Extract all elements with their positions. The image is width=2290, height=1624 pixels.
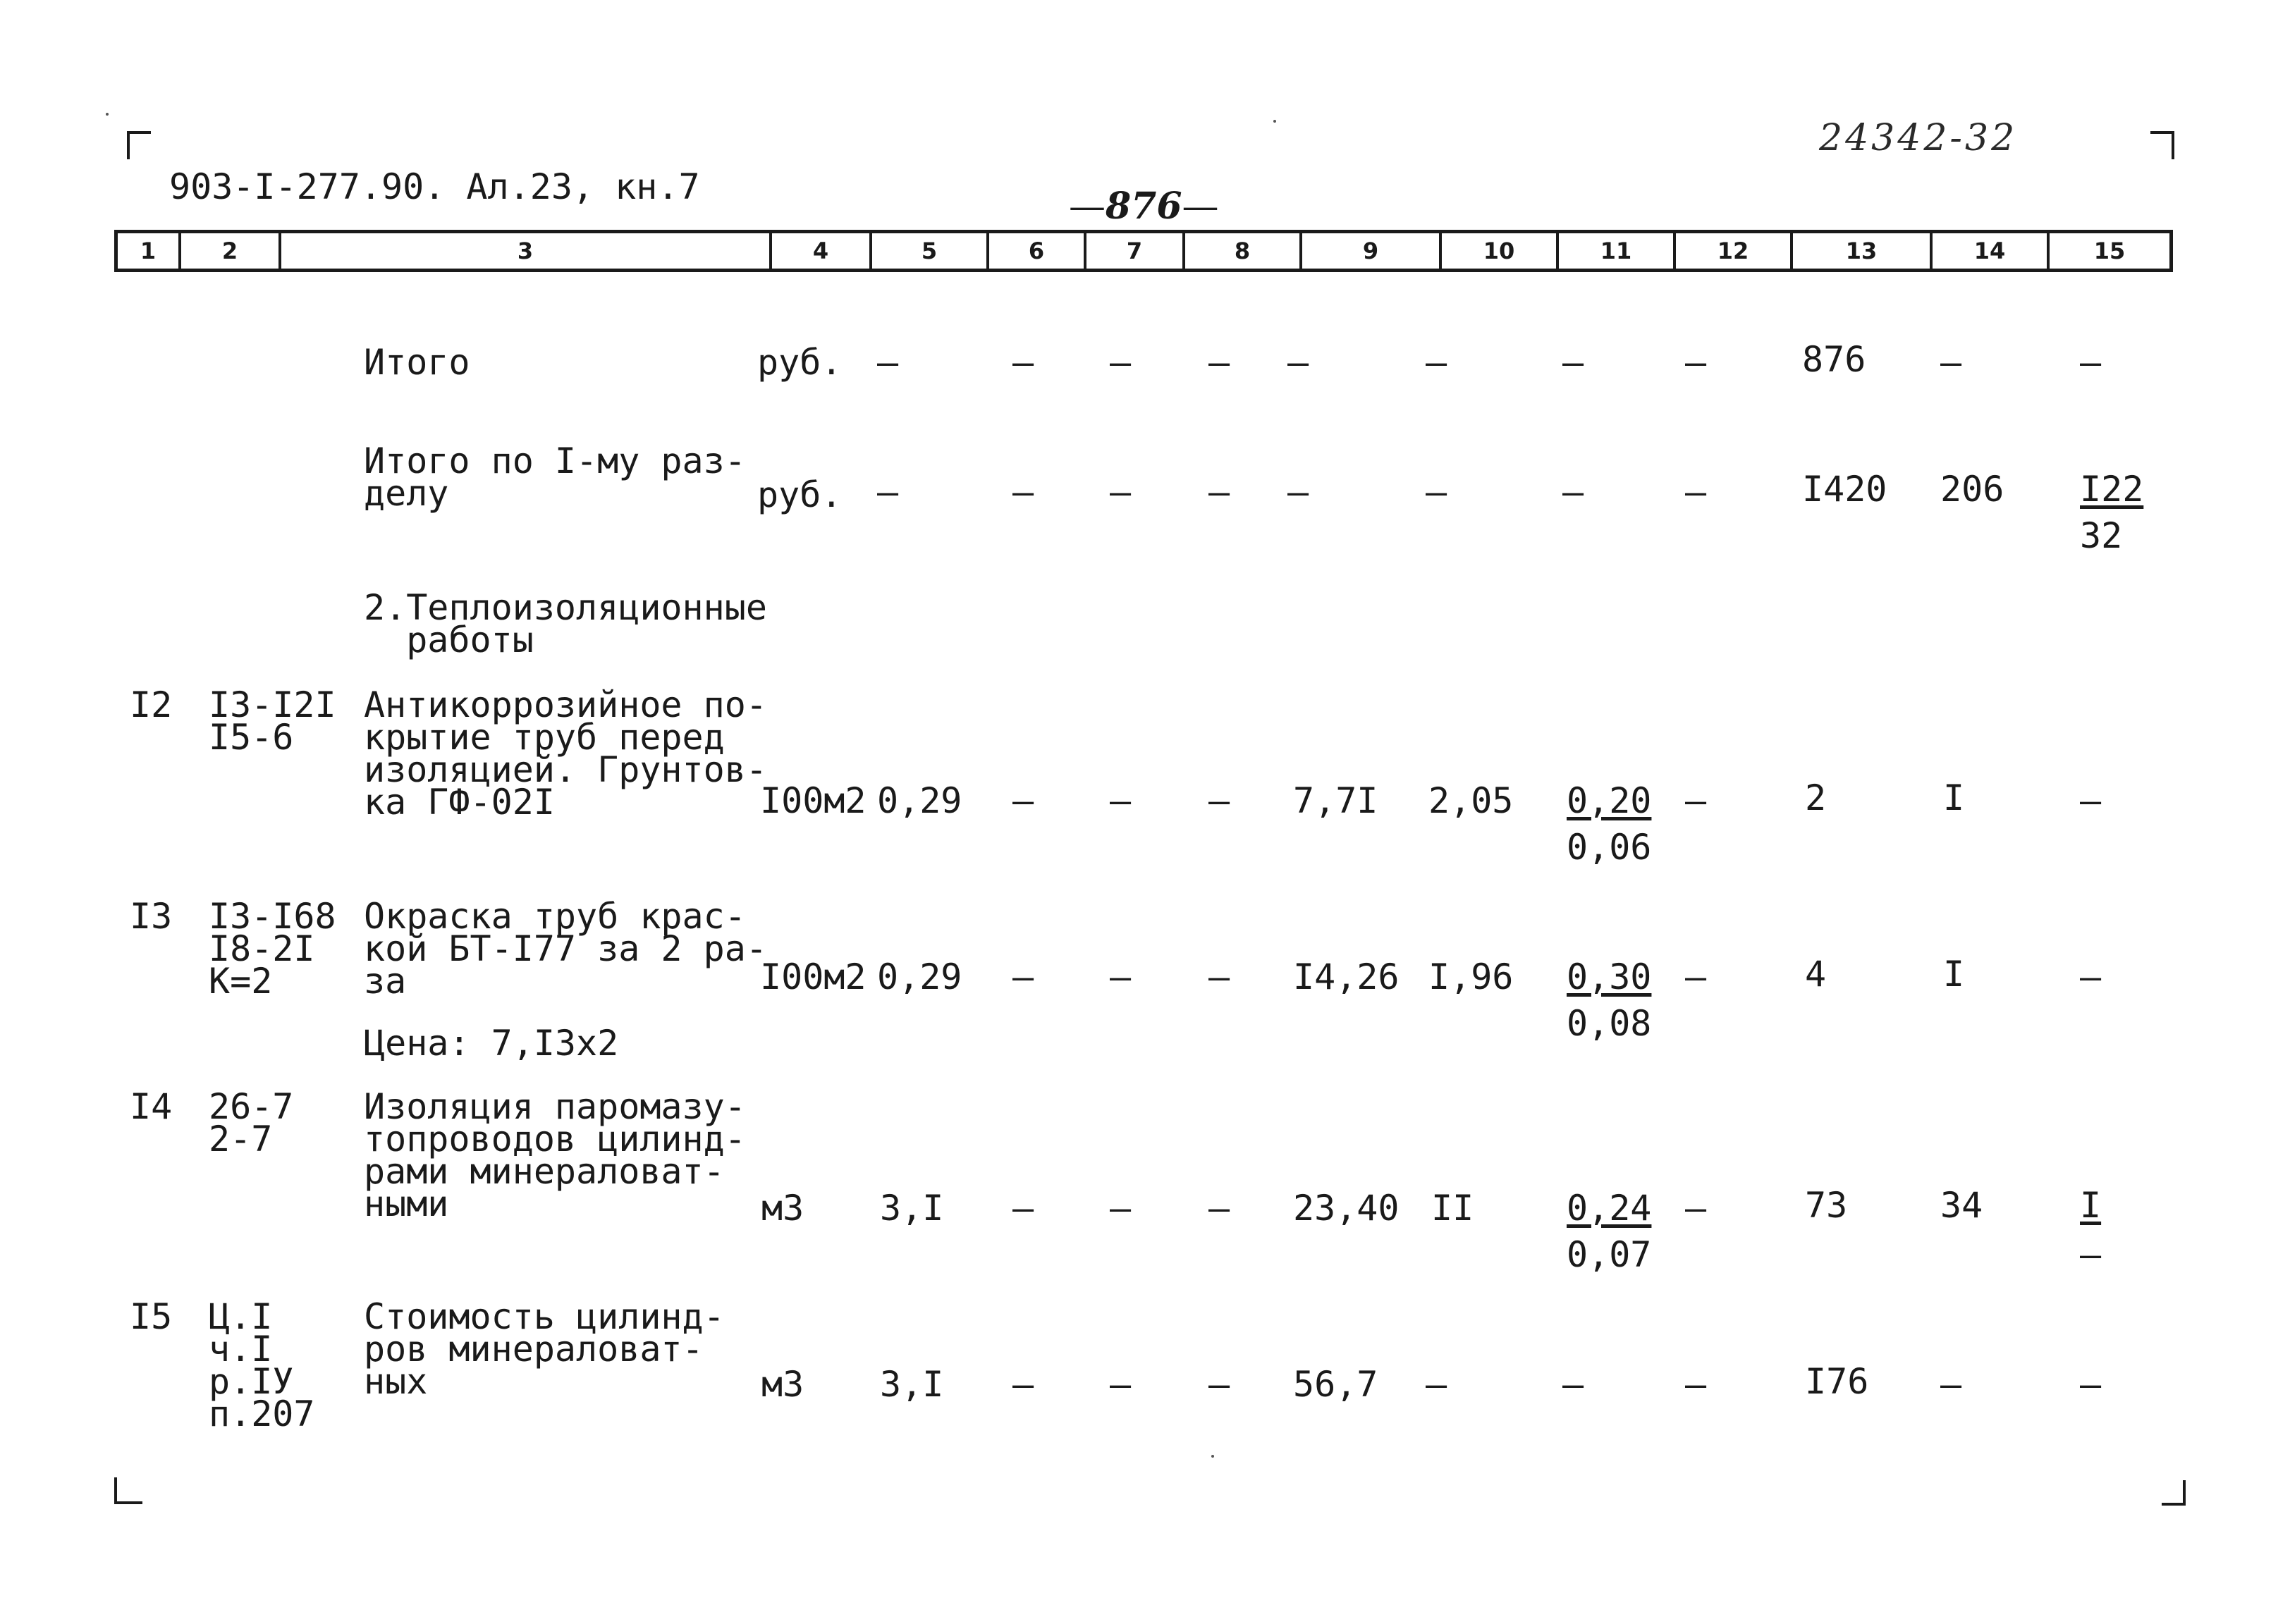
cell-col14: 206 xyxy=(1940,469,2004,510)
section-title-line: 2.Теплоизоляционные xyxy=(364,587,767,628)
cell-col10: II xyxy=(1431,1188,1474,1229)
row-code-line: 26-7 xyxy=(209,1086,294,1127)
row-name-line: кой БТ-I77 за 2 ра- xyxy=(364,928,767,969)
row-code-line: п.207 xyxy=(209,1394,315,1434)
row-name-line: Итого по I-му раз- xyxy=(364,441,746,481)
row-number: I5 xyxy=(130,1296,173,1337)
row-code-line: I5-6 xyxy=(209,717,294,758)
cell-col5: – xyxy=(877,472,899,512)
row-code-line: Ц.I xyxy=(209,1296,273,1337)
cell-col9: 23,40 xyxy=(1293,1188,1400,1229)
row-name: Итого xyxy=(364,342,470,383)
row-code-line: I8-2I xyxy=(209,928,315,969)
cell-col12: – xyxy=(1685,780,1707,821)
cell-col15-denominator: 32 xyxy=(2080,515,2123,556)
row-number: I3 xyxy=(130,896,173,937)
cell-col13: 73 xyxy=(1805,1185,1848,1226)
cell-col14: 34 xyxy=(1940,1185,1983,1226)
cell-col7: – xyxy=(1110,956,1132,997)
page-number xyxy=(1069,185,1219,228)
page-number-value: 876 xyxy=(1106,185,1182,228)
cell-col15: – xyxy=(2080,342,2102,383)
corner-mark-bottom-left xyxy=(114,1477,142,1504)
cell-col12: – xyxy=(1685,1364,1707,1405)
cell-col12: – xyxy=(1685,1188,1707,1229)
column-number: 5 xyxy=(872,233,989,269)
cell-col7: – xyxy=(1110,780,1132,821)
cell-col6: – xyxy=(1012,780,1034,821)
cell-col9: 56,7 xyxy=(1293,1364,1378,1405)
row-code-line: 2-7 xyxy=(209,1119,273,1159)
row-price-note: Цена: 7,I3х2 xyxy=(364,1023,619,1064)
cell-col10: I,96 xyxy=(1428,956,1514,997)
cell-col14: I xyxy=(1943,777,1965,818)
cell-col8: – xyxy=(1208,1188,1230,1229)
speck xyxy=(106,113,109,116)
cell-col12: – xyxy=(1685,956,1707,997)
column-number: 1 xyxy=(118,233,181,269)
cell-col11-denominator: 0,08 xyxy=(1567,1003,1652,1044)
page-number-dash-right: — xyxy=(1182,185,1219,228)
column-number: 12 xyxy=(1676,233,1793,269)
cell-col15-denominator: – xyxy=(2080,1234,2102,1275)
row-unit: I00м2 xyxy=(760,780,867,821)
cell-col8: – xyxy=(1208,1364,1230,1405)
cell-col11-numerator: 0,24 xyxy=(1567,1188,1652,1229)
row-code-line: ч.I xyxy=(209,1329,273,1370)
speck xyxy=(1211,1455,1214,1458)
column-number: 11 xyxy=(1559,233,1676,269)
row-name-line: Окраска труб крас- xyxy=(364,896,746,937)
column-number: 13 xyxy=(1793,233,1933,269)
cell-col9: I4,26 xyxy=(1293,956,1400,997)
cell-col14: – xyxy=(1940,1364,1962,1405)
cell-col9: 7,7I xyxy=(1293,780,1378,821)
column-number: 7 xyxy=(1086,233,1185,269)
column-number: 2 xyxy=(181,233,281,269)
cell-col13: I420 xyxy=(1802,469,1887,510)
cell-col6: – xyxy=(1012,1364,1034,1405)
column-number: 10 xyxy=(1442,233,1559,269)
row-name-line: Антикоррозийное по- xyxy=(364,684,767,725)
cell-col8: – xyxy=(1208,956,1230,997)
cell-col13: 2 xyxy=(1805,777,1827,818)
corner-mark-bottom-right xyxy=(2162,1480,2186,1506)
cell-col12: – xyxy=(1685,342,1707,383)
row-unit: м3 xyxy=(761,1364,804,1405)
row-name-line: за xyxy=(364,961,407,1002)
row-name-line: рами минераловат- xyxy=(364,1151,725,1192)
cell-col6: – xyxy=(1012,342,1034,383)
cell-col10: – xyxy=(1426,342,1447,383)
row-unit: м3 xyxy=(761,1188,804,1229)
cell-col11: – xyxy=(1562,342,1584,383)
cell-col5: 0,29 xyxy=(877,780,962,821)
column-number: 15 xyxy=(2093,238,2126,264)
row-number: I4 xyxy=(130,1086,173,1127)
cell-col6: – xyxy=(1012,956,1034,997)
cell-col15: – xyxy=(2080,956,2102,997)
cell-col10: – xyxy=(1426,472,1447,512)
row-name-line: ров минераловат- xyxy=(364,1329,704,1370)
row-unit: I00м2 xyxy=(760,956,867,997)
cell-col11-denominator: 0,06 xyxy=(1567,827,1652,868)
page-number-dash-left: — xyxy=(1069,185,1106,228)
column-number: 4 xyxy=(772,233,872,269)
cell-col9: – xyxy=(1287,472,1309,512)
row-name-line: Изоляция паромазу- xyxy=(364,1086,746,1127)
row-name-line: топроводов цилинд- xyxy=(364,1119,746,1159)
document-code: 903-I-277.90. Ал.23, кн.7 xyxy=(169,166,700,207)
cell-col6: – xyxy=(1012,472,1034,512)
cell-col7: – xyxy=(1110,472,1132,512)
cell-col5: 3,I xyxy=(880,1364,944,1405)
cell-col13: 4 xyxy=(1805,954,1827,995)
cell-col7: – xyxy=(1110,342,1132,383)
cell-col12: – xyxy=(1685,472,1707,512)
cell-col11: – xyxy=(1562,472,1584,512)
speck xyxy=(1273,120,1276,123)
cell-col10: – xyxy=(1426,1364,1447,1405)
corner-mark-top-right xyxy=(2150,131,2174,159)
cell-col8: – xyxy=(1208,472,1230,512)
cell-col5: 3,I xyxy=(880,1188,944,1229)
cell-col15-numerator: I xyxy=(2080,1185,2102,1226)
cell-col11: – xyxy=(1562,1364,1584,1405)
row-name-line: ными xyxy=(364,1183,449,1224)
cell-col11-numerator: 0,20 xyxy=(1567,780,1652,821)
cell-col14: – xyxy=(1940,342,1962,383)
column-number-header xyxy=(114,230,2173,272)
cell-col14: I xyxy=(1943,954,1965,995)
row-code-line: I3-I68 xyxy=(209,896,336,937)
cell-col7: – xyxy=(1110,1188,1132,1229)
column-number: 3 xyxy=(281,233,772,269)
cell-col15: – xyxy=(2080,1364,2102,1405)
cell-col15-numerator: I22 xyxy=(2080,469,2144,510)
cell-col9: – xyxy=(1287,342,1309,383)
cell-col10: 2,05 xyxy=(1428,780,1514,821)
row-name-line: делу xyxy=(364,473,449,514)
row-name-line: ка ГФ-02I xyxy=(364,782,555,823)
cell-col5: 0,29 xyxy=(877,956,962,997)
cell-col7: – xyxy=(1110,1364,1132,1405)
column-number: 6 xyxy=(989,233,1086,269)
cell-col13: I76 xyxy=(1805,1361,1869,1402)
cell-col11-numerator: 0,30 xyxy=(1567,956,1652,997)
handwritten-number: 24342-32 xyxy=(1819,117,2018,159)
row-name-line: ных xyxy=(364,1361,428,1402)
cell-col8: – xyxy=(1208,342,1230,383)
row-code-line: р.IУ xyxy=(209,1361,294,1402)
cell-col8: – xyxy=(1208,780,1230,821)
section-title-line: работы xyxy=(364,620,534,660)
row-name-line: крытие труб перед xyxy=(364,717,725,758)
row-code-line: I3-I2I xyxy=(209,684,336,725)
row-number: I2 xyxy=(130,684,173,725)
row-code-line: К=2 xyxy=(209,961,273,1002)
column-number: 9 xyxy=(1302,233,1442,269)
cell-col5: – xyxy=(877,342,899,383)
row-name-line: Стоимость цилинд- xyxy=(364,1296,725,1337)
row-unit: руб. xyxy=(757,342,843,383)
cell-col11-denominator: 0,07 xyxy=(1567,1234,1652,1275)
column-number: 8 xyxy=(1185,233,1302,269)
corner-mark-top-left xyxy=(127,131,151,159)
row-name-line: изоляцией. Грунтов- xyxy=(364,749,767,790)
cell-col15: – xyxy=(2080,780,2102,821)
cell-col6: – xyxy=(1012,1188,1034,1229)
row-unit: руб. xyxy=(757,474,843,515)
column-number: 14 xyxy=(1933,233,2050,269)
cell-col13: 876 xyxy=(1802,339,1866,380)
